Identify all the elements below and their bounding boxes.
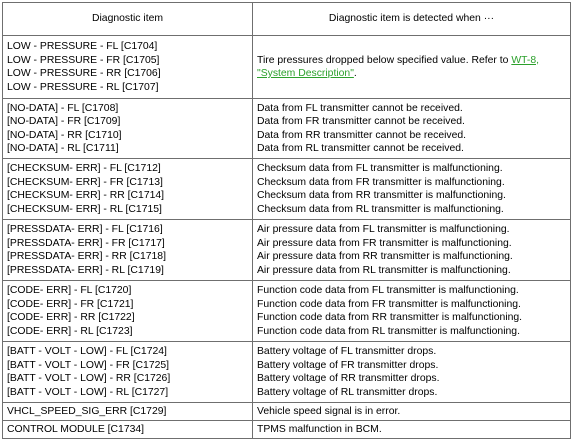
diagnostic-item: [NO-DATA] - RR [C1710] [7, 129, 122, 141]
detection-condition: Function code data from FL transmitter is malfunctioning. [257, 285, 519, 296]
detection-condition-cell [253, 281, 571, 342]
wt-8-reference-link[interactable]: WT-8, [511, 54, 540, 66]
detection-condition-cell [253, 159, 571, 220]
table-row [3, 99, 571, 159]
diagnostic-item: LOW - PRESSURE - RL [C1707] [7, 81, 159, 93]
diagnostic-item: [PRESSDATA- ERR] - FR [C1717] [7, 237, 165, 249]
diagnostic-item: [NO-DATA] - RL [C1711] [7, 143, 119, 154]
diagnostic-item: [CHECKSUM- ERR] - RR [C1714] [7, 190, 165, 201]
detection-condition: Checksum data from FR transmitter is malfunctioning. [257, 176, 505, 188]
diagnostic-item: [CODE- ERR] - RL [C1723] [7, 325, 133, 337]
detection-condition: Data from RR transmitter cannot be received. [257, 129, 467, 141]
diagnostic-item: LOW - PRESSURE - FR [C1705] [7, 54, 160, 66]
diagnostic-item-cell [3, 99, 253, 159]
detection-condition-cell [253, 342, 571, 403]
table-row [3, 220, 571, 281]
diagnostic-item: [BATT - VOLT - LOW] - FR [C1725] [7, 359, 170, 371]
diagnostic-item-cell [3, 421, 253, 439]
diagnostic-item-cell [3, 342, 253, 403]
diagnostic-item-cell [3, 220, 253, 281]
diagnostic-item: [CODE- ERR] - FL [C1720] [7, 285, 132, 296]
detection-condition-text: . [353, 68, 357, 79]
detection-condition: Data from FL transmitter cannot be received. [257, 102, 463, 114]
detection-condition-cell [253, 220, 571, 281]
table-header-row [3, 3, 571, 36]
diagnostic-item-cell [3, 403, 253, 421]
diagnostic-item: [CHECKSUM- ERR] - RL [C1715] [7, 203, 162, 215]
diagnostic-item-cell [3, 159, 253, 220]
detection-condition [257, 54, 566, 68]
detection-condition: Battery voltage of FL transmitter drops. [257, 346, 437, 357]
detection-condition: Function code data from RR transmitter is malfunctioning. [257, 312, 523, 323]
detection-condition-cell [253, 421, 571, 439]
table-row [3, 36, 571, 99]
diagnostic-item: [PRESSDATA- ERR] - FL [C1716] [7, 224, 163, 235]
diagnostic-item: [CHECKSUM- ERR] - FL [C1712] [7, 163, 161, 174]
detection-condition-cell [253, 36, 571, 99]
diagnostic-item: [BATT - VOLT - LOW] - FL [C1724] [7, 346, 167, 357]
diagnostic-item: [BATT - VOLT - LOW] - RL [C1727] [7, 386, 169, 398]
detection-condition: TPMS malfunction in BCM. [257, 423, 382, 435]
detection-condition: Data from FR transmitter cannot be received. [257, 116, 465, 127]
detection-condition-text: Tire pressures dropped below specified value. Refer to [257, 54, 512, 66]
diagnostic-item: [PRESSDATA- ERR] - RR [C1718] [7, 251, 166, 262]
table-row [3, 159, 571, 220]
detection-condition: Air pressure data from FR transmitter is malfunctioning. [257, 237, 512, 249]
diagnostic-item: CONTROL MODULE [C1734] [7, 423, 145, 435]
diagnostic-item: [CODE- ERR] - RR [C1722] [7, 312, 135, 323]
system-description-link[interactable]: "System Description" [257, 68, 354, 79]
table-row [3, 403, 571, 421]
detection-condition: Battery voltage of RR transmitter drops. [257, 373, 440, 384]
detection-condition: Checksum data from RR transmitter is malfunctioning. [257, 190, 506, 201]
detection-condition: Data from RL transmitter cannot be received. [257, 143, 464, 154]
table-row [3, 421, 571, 439]
detection-condition [257, 67, 566, 81]
diagnostic-item: [NO-DATA] - FR [C1709] [7, 116, 121, 127]
table-row [3, 281, 571, 342]
diagnostic-item: [CHECKSUM- ERR] - FR [C1713] [7, 176, 163, 188]
diagnostic-item-cell [3, 281, 253, 342]
diagnostic-table [2, 2, 571, 439]
header-diagnostic-item: Diagnostic item [3, 3, 253, 36]
diagnostic-item: [BATT - VOLT - LOW] - RR [C1726] [7, 373, 171, 384]
diagnostic-item: [NO-DATA] - FL [C1708] [7, 102, 119, 114]
header-detected-when: Diagnostic item is detected when ··· [253, 3, 571, 36]
diagnostic-item-cell [3, 36, 253, 99]
detection-condition: Air pressure data from RL transmitter is malfunctioning. [257, 264, 511, 276]
detection-condition: Function code data from RL transmitter is malfunctioning. [257, 325, 520, 337]
detection-condition: Air pressure data from RR transmitter is malfunctioning. [257, 251, 513, 262]
diagnostic-item: LOW - PRESSURE - RR [C1706] [7, 68, 161, 79]
detection-condition-cell [253, 99, 571, 159]
diagnostic-item: LOW - PRESSURE - FL [C1704] [7, 41, 158, 52]
detection-condition: Checksum data from RL transmitter is malfunctioning. [257, 203, 504, 215]
detection-condition: Checksum data from FL transmitter is malfunctioning. [257, 163, 503, 174]
detection-condition: Battery voltage of FR transmitter drops. [257, 359, 439, 371]
diagnostic-item: [PRESSDATA- ERR] - RL [C1719] [7, 264, 164, 276]
detection-condition-cell [253, 403, 571, 421]
detection-condition: Vehicle speed signal is in error. [257, 405, 401, 417]
detection-condition: Battery voltage of RL transmitter drops. [257, 386, 438, 398]
diagnostic-item: [CODE- ERR] - FR [C1721] [7, 298, 134, 310]
table-row [3, 342, 571, 403]
diagnostic-item: VHCL_SPEED_SIG_ERR [C1729] [7, 405, 167, 417]
detection-condition: Function code data from FR transmitter is malfunctioning. [257, 298, 521, 310]
detection-condition: Air pressure data from FL transmitter is malfunctioning. [257, 224, 510, 235]
